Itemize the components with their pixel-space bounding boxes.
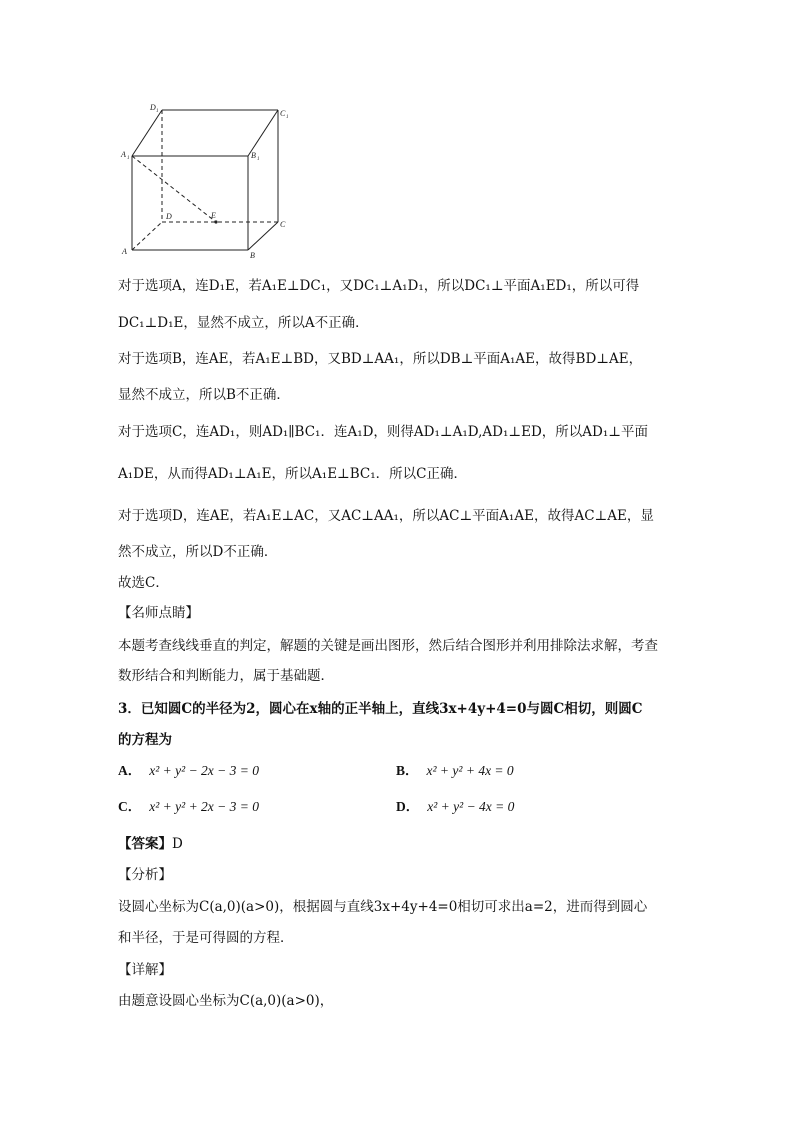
question-stem-line-2: 的方程为 [118, 732, 172, 748]
answer-line [118, 832, 183, 852]
label-a1: A [121, 150, 126, 159]
solution-line-6: A₁DE，从而得AD₁⊥A₁E，所以A₁E⊥BC₁．所以C正确． [118, 466, 467, 482]
label-b1-sub: 1 [257, 157, 260, 162]
label-c1-sub: 1 [286, 115, 289, 120]
tip-heading: 【名师点睛】 [118, 605, 199, 621]
conclusion-line: 故选C． [118, 575, 169, 591]
label-a1-sub: 1 [127, 156, 130, 161]
solution-line-2: DC₁⊥D₁E，显然不成立，所以A不正确． [118, 315, 369, 331]
label-a: A [122, 247, 127, 256]
option-a [118, 759, 259, 779]
edge-a1d1 [132, 110, 162, 156]
cube-figure [116, 96, 296, 266]
solution-line-4: 显然不成立，所以B不正确． [118, 387, 290, 403]
option-c-text: x² + y² + 2x − 3 = 0 [149, 799, 260, 814]
option-d [396, 795, 514, 815]
option-d-label: D． [396, 799, 420, 814]
label-c: C [280, 220, 286, 229]
option-b-label: B． [396, 763, 419, 778]
option-b [396, 759, 514, 779]
segment-a1e-hidden [132, 156, 216, 222]
solution-line-8: 然不成立，所以D不正确． [118, 544, 278, 560]
tip-line-1: 本题考查线线垂直的判定，解题的关键是画出图形，然后结合图形并利用排除法求解，考查 [118, 638, 658, 654]
cube-diagram [116, 96, 296, 266]
analysis-line-2: 和半径，于是可得圆的方程． [118, 930, 294, 946]
analysis-line-1: 设圆心坐标为C(a,0)(a>0)，根据圆与直线3x+4y+4=0相切可求出a=2，进而得到圆心 [118, 899, 648, 915]
question-stem-line-1: 3．已知圆C的半径为2，圆心在x轴的正半轴上，直线3x+4y+4=0与圆C相切，则圆C [118, 701, 643, 717]
edge-b1c1 [248, 110, 278, 156]
point-e [214, 220, 217, 223]
label-c1: C [280, 109, 286, 118]
detail-tag: 【详解】 [118, 962, 172, 978]
option-a-text: x² + y² − 2x − 3 = 0 [149, 763, 260, 778]
detail-line-1: 由题意设圆心坐标为C(a,0)(a>0)， [118, 993, 334, 1009]
solution-line-1: 对于选项A，连D₁E，若A₁E⊥DC₁，又DC₁⊥A₁D₁，所以DC₁⊥平面A₁ED₁，所以可得 [118, 278, 640, 294]
option-c [118, 795, 259, 815]
option-b-text: x² + y² + 4x = 0 [426, 763, 514, 778]
label-d: D [166, 212, 172, 221]
option-d-text: x² + y² − 4x = 0 [427, 799, 515, 814]
answer-value: D [172, 836, 183, 852]
label-e: E [211, 211, 216, 220]
solution-line-5: 对于选项C，连AD₁，则AD₁∥BC₁．连A₁D，则得AD₁⊥A₁D,AD₁⊥ED，所以AD₁⊥平面 [118, 424, 648, 440]
edge-ad-hidden [132, 222, 162, 250]
solution-line-3: 对于选项B，连AE，若A₁E⊥BD，又BD⊥AA₁，所以DB⊥平面A₁AE，故得BD⊥AE， [118, 351, 643, 367]
answer-tag: 【答案】 [118, 836, 172, 852]
label-d1-sub: 1 [156, 109, 159, 114]
analysis-tag: 【分析】 [118, 867, 172, 883]
tip-line-2: 数形结合和判断能力，属于基础题． [118, 668, 334, 684]
label-d1: D [150, 103, 156, 112]
label-b: B [250, 251, 255, 260]
solution-line-7: 对于选项D，连AE，若A₁E⊥AC，又AC⊥AA₁，所以AC⊥平面A₁AE，故得AC⊥AE，显 [118, 508, 654, 524]
option-a-label: A． [118, 763, 142, 778]
option-c-label: C． [118, 799, 142, 814]
edge-bc [248, 222, 278, 250]
label-b1: B [251, 151, 256, 160]
